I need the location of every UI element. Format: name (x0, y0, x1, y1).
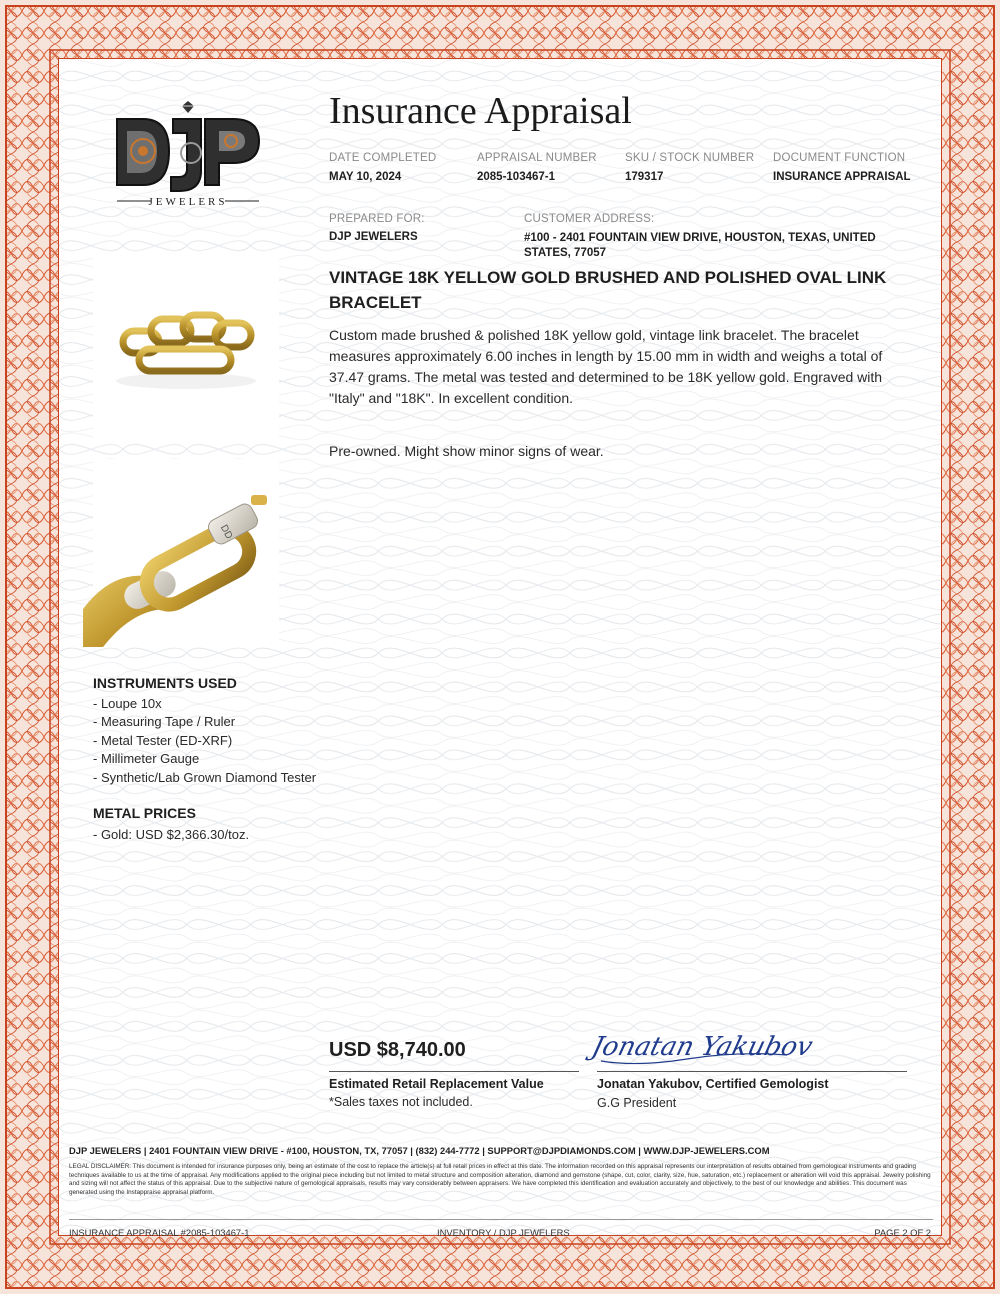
footer-divider (69, 1219, 933, 1220)
item-title: VINTAGE 18K YELLOW GOLD BRUSHED AND POLISHED OVAL LINK BRACELET (329, 268, 887, 312)
valuation-label: Estimated Retail Replacement Value (329, 1077, 544, 1091)
instrument-item: - Metal Tester (ED-XRF) (93, 733, 233, 748)
item-description: Custom made brushed & polished 18K yellow gold, vintage link bracelet. The bracelet measures approximately 6.00 inches in length by 15.00 mm in width and weighs a total of 37.47 grams. The metal was tested and determined to be 18K yellow gold. Engraved with "Italy" and "18K". In excellent condition. (329, 327, 883, 406)
signer-name: Jonatan Yakubov, Certified Gemologist (597, 1077, 829, 1091)
customer-address-value: #100 - 2401 FOUNTAIN VIEW DRIVE, HOUSTON, TEXAS, UNITED STATES, 77057 (524, 232, 876, 259)
document-function-label: DOCUMENT FUNCTION (773, 152, 906, 164)
signature-text: Jonatan Yakubov (588, 1031, 816, 1062)
valuation-rule (329, 1071, 579, 1072)
footer-appraisal-id: INSURANCE APPRAISAL #2085-103467-1 (69, 1227, 250, 1238)
logo-subtitle: JEWELERS (148, 196, 228, 208)
sku-value: 179317 (625, 171, 664, 183)
prepared-for-label: PREPARED FOR: (329, 213, 425, 225)
document-body (58, 58, 942, 1236)
instrument-item: - Loupe 10x (93, 696, 162, 711)
instrument-item: - Millimeter Gauge (93, 751, 200, 766)
item-condition-note: Pre-owned. Might show minor signs of wear. (329, 443, 604, 459)
prepared-for-value: DJP JEWELERS (329, 231, 418, 243)
bracelet-photo-2 (93, 459, 279, 647)
date-completed-label: DATE COMPLETED (329, 152, 437, 164)
bracelet-overview-image (93, 253, 279, 441)
metal-prices-title: METAL PRICES (93, 805, 196, 821)
signer-title: G.G President (597, 1096, 677, 1110)
instruments-title: INSTRUMENTS USED (93, 675, 237, 691)
appraisal-number-label: APPRAISAL NUMBER (477, 152, 597, 164)
svg-text:DD: DD (217, 523, 235, 542)
customer-address-label: CUSTOMER ADDRESS: (524, 213, 655, 225)
date-completed-value: MAY 10, 2024 (329, 171, 402, 183)
legal-disclaimer: LEGAL DISCLAIMER: This document is intended for insurance purposes only, being an estimate of the cost to replace the article(s) at full retail prices in effect at this date. The information recorded on this appraisal represents our interpretation of results obtained from gemological instruments and grading techniques available to us at the time of appraisal. Any modifications applied to the original piece including but not limited to metal structure and composition alteration, diamond and gemstone (shape, cut, color, clarity, size, hue, saturation, etc.) replacement or alteration will void this appraisal. Jewelry polishing and sizing will not affect the status of this appraisal. Due to the subjective nature of gemological appraisals, results may vary considerably between appraisers. We have completed this identification and evaluation accurately and objectively, to the best of our knowledge and abilities. This document was generated using the Instappraise appraisal platform. (69, 1163, 931, 1196)
page-number: PAGE 2 OF 2 (874, 1227, 931, 1238)
valuation-tax-note: *Sales taxes not included. (329, 1095, 473, 1109)
appraisal-number-value: 2085-103467-1 (477, 171, 556, 183)
instrument-item: - Synthetic/Lab Grown Diamond Tester (93, 770, 317, 785)
instrument-item: - Measuring Tape / Ruler (93, 714, 236, 729)
bracelet-photo-1 (93, 253, 279, 441)
footer-inventory: INVENTORY / DJP JEWELERS (437, 1227, 570, 1238)
djp-jewelers-logo (103, 99, 273, 219)
signature-rule (597, 1071, 907, 1072)
signature-image (588, 1021, 816, 1069)
document-function-value: INSURANCE APPRAISAL (773, 171, 911, 183)
valuation-amount: USD $8,740.00 (329, 1039, 466, 1061)
sku-label: SKU / STOCK NUMBER (625, 152, 755, 164)
bracelet-closeup-image (93, 459, 279, 647)
footer-contact-line: DJP JEWELERS | 2401 FOUNTAIN VIEW DRIVE - #100, HOUSTON, TX, 77057 | (832) 244-7772 | SUPPORT@DJPDIAMONDS.COM | WWW.DJP-JEWELERS.COM (69, 1145, 770, 1156)
page-title: Insurance Appraisal (329, 90, 632, 132)
metal-price-item: - Gold: USD $2,366.30/toz. (93, 827, 250, 842)
